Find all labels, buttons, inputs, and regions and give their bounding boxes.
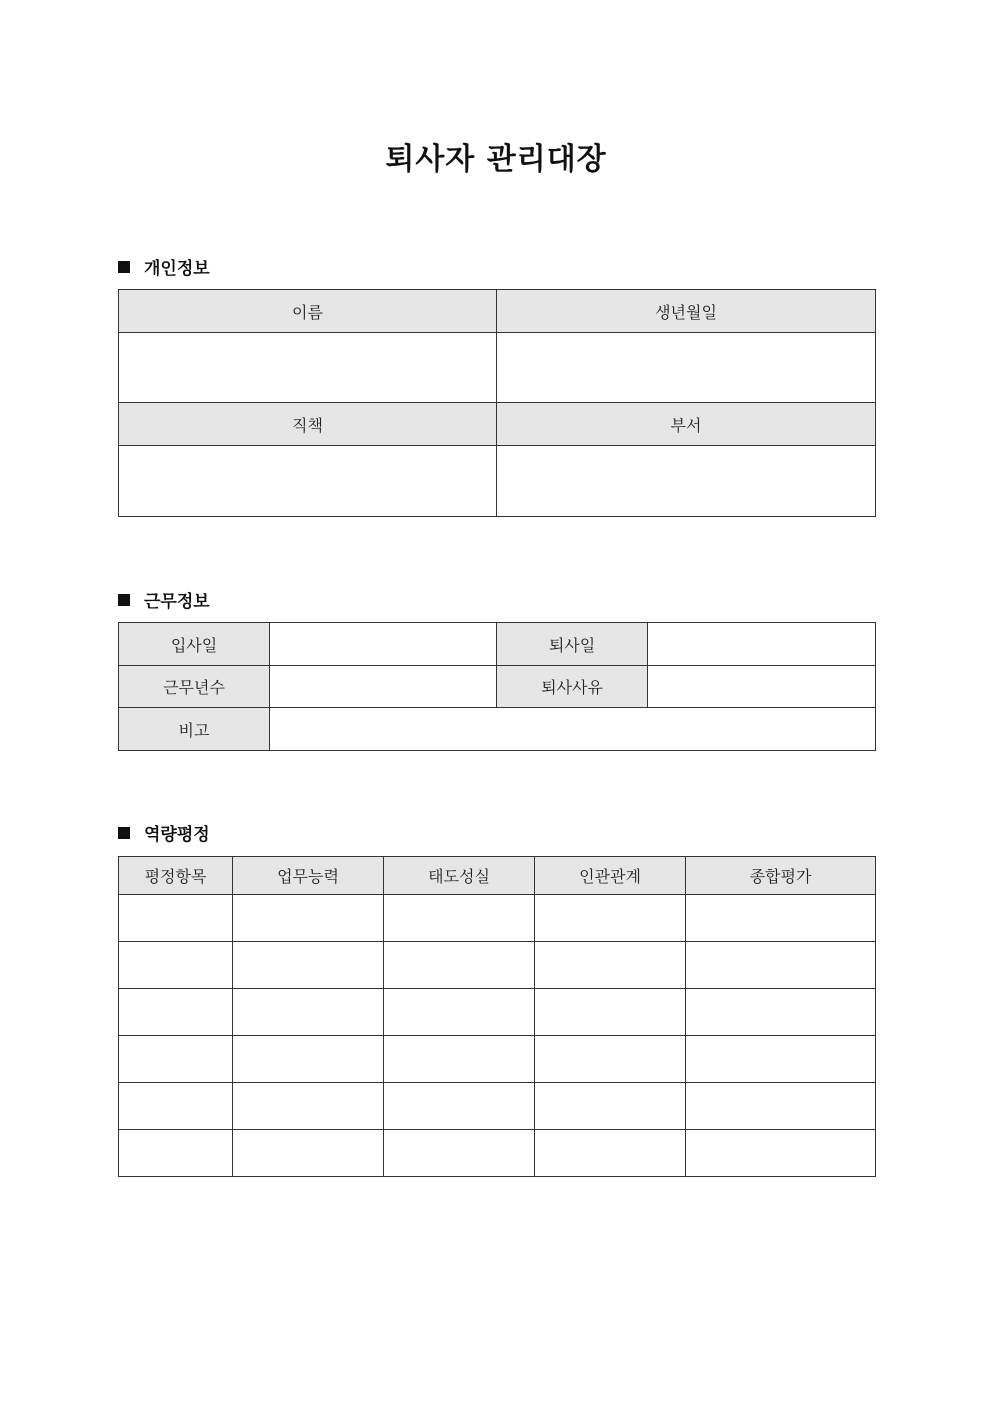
table-cell[interactable] xyxy=(384,942,535,989)
header-years: 근무년수 xyxy=(119,666,270,708)
table-cell[interactable] xyxy=(686,1083,876,1130)
table-cell[interactable] xyxy=(686,1130,876,1177)
section-title: 개인정보 xyxy=(144,259,210,279)
personal-info-table xyxy=(118,289,876,517)
birth-field[interactable] xyxy=(497,333,876,403)
square-bullet-icon xyxy=(118,827,130,839)
section-heading-personal xyxy=(118,254,210,279)
table-row xyxy=(119,1036,876,1083)
table-row xyxy=(119,1130,876,1177)
table-cell[interactable] xyxy=(384,895,535,942)
table-row xyxy=(119,989,876,1036)
header-remarks: 비고 xyxy=(119,708,270,751)
work-info-table xyxy=(118,622,876,751)
table-cell[interactable] xyxy=(384,1036,535,1083)
header-name: 이름 xyxy=(119,290,497,333)
years-field[interactable] xyxy=(270,666,497,708)
table-cell[interactable] xyxy=(686,1036,876,1083)
table-cell[interactable] xyxy=(384,989,535,1036)
header-department: 부서 xyxy=(497,403,876,446)
document-title: 퇴사자 관리대장 xyxy=(385,142,607,177)
table-cell[interactable] xyxy=(119,895,233,942)
section-title: 근무정보 xyxy=(144,592,210,612)
table-cell[interactable] xyxy=(535,942,686,989)
section-title: 역량평정 xyxy=(144,825,210,845)
department-field[interactable] xyxy=(497,446,876,517)
section-heading-evaluation xyxy=(118,820,210,845)
table-cell[interactable] xyxy=(535,989,686,1036)
table-cell[interactable] xyxy=(233,1036,384,1083)
column-header: 평정항목 xyxy=(119,857,233,895)
table-cell[interactable] xyxy=(119,989,233,1036)
name-field[interactable] xyxy=(119,333,497,403)
table-cell[interactable] xyxy=(535,1130,686,1177)
table-cell[interactable] xyxy=(535,1083,686,1130)
evaluation-table xyxy=(118,856,876,1177)
square-bullet-icon xyxy=(118,594,130,606)
join-date-field[interactable] xyxy=(270,623,497,666)
table-cell[interactable] xyxy=(233,989,384,1036)
square-bullet-icon xyxy=(118,261,130,273)
table-cell[interactable] xyxy=(686,942,876,989)
table-cell[interactable] xyxy=(119,1130,233,1177)
table-cell[interactable] xyxy=(119,942,233,989)
remarks-field[interactable] xyxy=(270,708,876,751)
header-leave-date: 퇴사일 xyxy=(497,623,648,666)
table-cell[interactable] xyxy=(119,1036,233,1083)
position-field[interactable] xyxy=(119,446,497,517)
table-cell[interactable] xyxy=(686,895,876,942)
table-cell[interactable] xyxy=(233,895,384,942)
header-birth: 생년월일 xyxy=(497,290,876,333)
column-header: 종합평가 xyxy=(686,857,876,895)
section-heading-work xyxy=(118,587,210,612)
table-cell[interactable] xyxy=(384,1130,535,1177)
table-cell[interactable] xyxy=(233,1083,384,1130)
table-cell[interactable] xyxy=(233,942,384,989)
table-cell[interactable] xyxy=(384,1083,535,1130)
table-row xyxy=(119,942,876,989)
column-header: 업무능력 xyxy=(233,857,384,895)
table-cell[interactable] xyxy=(535,895,686,942)
table-cell[interactable] xyxy=(535,1036,686,1083)
header-reason: 퇴사사유 xyxy=(497,666,648,708)
column-header: 태도성실 xyxy=(384,857,535,895)
leave-date-field[interactable] xyxy=(648,623,876,666)
table-row xyxy=(119,895,876,942)
reason-field[interactable] xyxy=(648,666,876,708)
table-cell[interactable] xyxy=(233,1130,384,1177)
table-cell[interactable] xyxy=(686,989,876,1036)
header-join-date: 입사일 xyxy=(119,623,270,666)
table-cell[interactable] xyxy=(119,1083,233,1130)
header-position: 직책 xyxy=(119,403,497,446)
column-header: 인관관계 xyxy=(535,857,686,895)
table-row xyxy=(119,1083,876,1130)
